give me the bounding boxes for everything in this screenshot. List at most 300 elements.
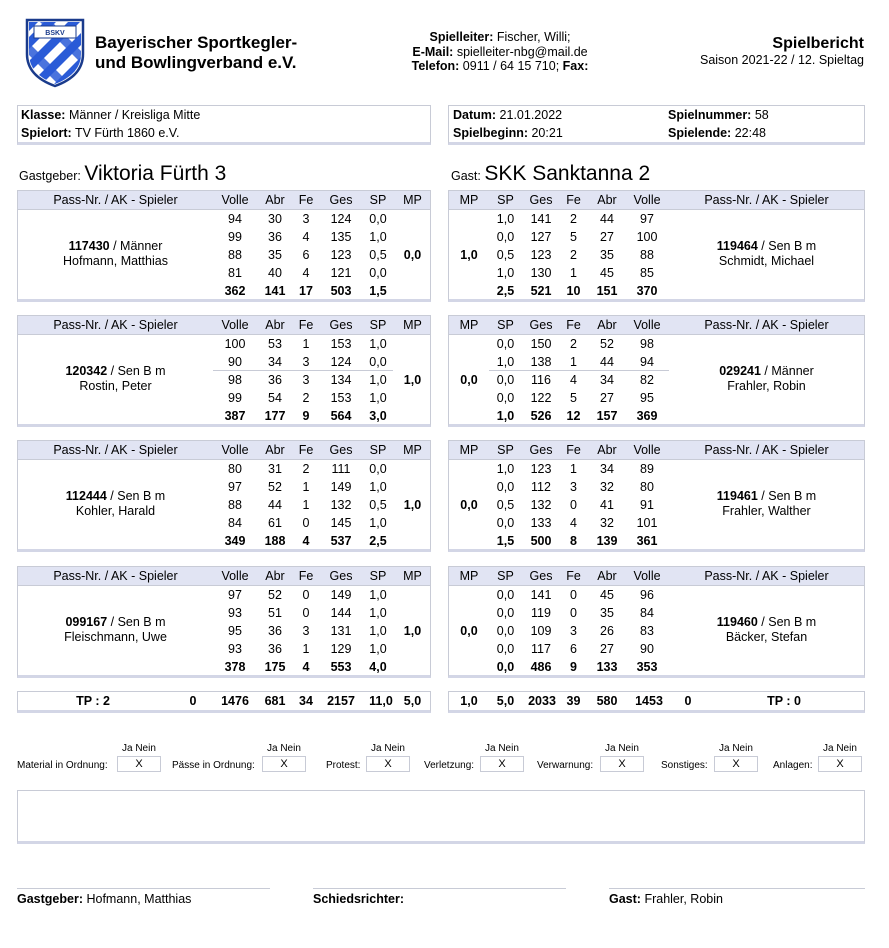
match-points: 0,0 <box>460 373 478 387</box>
player-info <box>667 364 866 394</box>
column-header: Ges <box>329 193 353 207</box>
score-cell: 141 <box>530 588 552 602</box>
score-cell: 84 <box>640 606 654 620</box>
score-cell: 116 <box>531 373 551 387</box>
score-cell: 112 <box>531 480 551 494</box>
total-cell: 139 <box>596 534 618 548</box>
player-info <box>18 239 213 269</box>
column-header: Abr <box>597 193 617 207</box>
player-pass-number: 112444 <box>65 489 107 503</box>
score-cell: 4 <box>570 373 577 387</box>
player-age-class: / Sen B m <box>106 489 166 503</box>
score-cell: 0,0 <box>369 355 387 369</box>
player-pass-line <box>667 615 866 630</box>
player-info <box>18 489 213 519</box>
column-header: Abr <box>265 443 285 457</box>
score-cell: 35 <box>268 248 282 262</box>
score-cell: 122 <box>530 391 552 405</box>
score-cell: 1,0 <box>496 462 515 476</box>
column-header: Fe <box>566 193 581 207</box>
score-cell: 83 <box>640 624 654 638</box>
score-cell: 32 <box>600 480 614 494</box>
score-cell: 36 <box>268 230 282 244</box>
score-cell: 1,0 <box>369 516 387 530</box>
match-points: 0,0 <box>403 248 422 262</box>
score-cell: 0,0 <box>369 462 387 476</box>
check-label: Protest: <box>326 760 361 771</box>
score-cell: 3 <box>302 355 310 369</box>
player-pass-line <box>18 489 213 504</box>
score-cell: 0,5 <box>496 498 515 512</box>
total-cell: 151 <box>596 284 618 298</box>
total-cell: 503 <box>330 284 352 298</box>
score-cell: 117 <box>531 642 551 656</box>
organisation-name: Bayerischer Sportkegler- und Bowlingverband e.V. <box>95 33 298 72</box>
score-cell: 6 <box>302 248 310 262</box>
score-cell: 0,0 <box>369 212 387 226</box>
away-footer-totals <box>448 691 865 713</box>
player-info <box>18 364 213 394</box>
score-cell: 3 <box>302 212 310 226</box>
player-name: Hofmann, Matthias <box>63 254 168 268</box>
score-cell: 2 <box>570 337 577 351</box>
score-cell: 91 <box>640 498 654 512</box>
score-cell: 123 <box>330 248 352 262</box>
total-cell: 4 <box>302 660 310 674</box>
score-cell: 0,0 <box>496 606 515 620</box>
column-header: Abr <box>265 318 285 332</box>
footer-total-cell: 1476 <box>221 694 249 708</box>
score-cell: 141 <box>530 212 552 226</box>
total-cell: 175 <box>264 660 286 674</box>
total-cell: 369 <box>636 409 658 423</box>
check-label: Verwarnung: <box>537 760 594 771</box>
ja-nein-header: Ja Nein <box>823 743 857 754</box>
total-cell: 370 <box>636 284 658 298</box>
home-block-2 <box>17 315 431 427</box>
check-box[interactable]: X <box>818 756 862 772</box>
score-cell: 1,0 <box>369 373 387 387</box>
score-cell: 53 <box>268 337 282 351</box>
score-cell: 130 <box>530 266 552 280</box>
score-cell: 144 <box>330 606 352 620</box>
footer-total-cell: 681 <box>264 694 286 708</box>
score-cell: 111 <box>331 462 351 476</box>
score-cell: 2 <box>570 248 577 262</box>
score-cell: 31 <box>268 462 282 476</box>
score-cell: 1,0 <box>369 337 387 351</box>
contact-info: Spielleiter: Fischer, Willi; E-Mail: spielleiter-nbg@mail.de Telefon: 0911 / 64 15 710; Fax: <box>411 30 589 73</box>
score-cell: 95 <box>640 391 654 405</box>
score-cell: 35 <box>600 248 614 262</box>
score-cell: 1,0 <box>369 588 387 602</box>
column-header: Abr <box>597 443 617 457</box>
score-cell: 80 <box>228 462 242 476</box>
signature-away: Gast: Frahler, Robin <box>609 888 865 912</box>
score-cell: 1,0 <box>496 266 515 280</box>
score-cell: 94 <box>228 212 242 226</box>
footer-total-cell: TP : 0 <box>767 694 801 708</box>
player-info <box>18 615 213 645</box>
score-cell: 88 <box>640 248 654 262</box>
score-cell: 0,5 <box>369 248 387 262</box>
footer-total-cell: 2157 <box>327 694 355 708</box>
score-cell: 27 <box>600 642 614 656</box>
score-cell: 34 <box>600 462 614 476</box>
player-pass-number: 099167 <box>65 615 108 629</box>
column-header: MP <box>403 193 422 207</box>
score-cell: 97 <box>640 212 654 226</box>
total-cell: 1,5 <box>496 534 515 548</box>
score-cell: 0 <box>570 588 577 602</box>
score-cell: 133 <box>530 516 552 530</box>
column-header: Ges <box>329 443 353 457</box>
score-cell: 134 <box>330 373 352 387</box>
score-cell: 0,0 <box>496 391 515 405</box>
score-cell: 34 <box>600 373 614 387</box>
total-cell: 157 <box>596 409 618 423</box>
match-info-left: Klasse: Männer / Kreisliga Mitte Spielort: TV Fürth 1860 e.V. <box>17 105 431 145</box>
column-header: Ges <box>529 193 553 207</box>
check-label: Sonstiges: <box>661 760 708 771</box>
match-points: 1,0 <box>460 248 478 262</box>
player-name: Frahler, Robin <box>727 379 806 393</box>
column-header: SP <box>369 193 387 207</box>
score-cell: 27 <box>600 391 614 405</box>
score-cell: 0,5 <box>496 248 515 262</box>
score-cell: 94 <box>640 355 654 369</box>
total-cell: 537 <box>330 534 352 548</box>
score-cell: 61 <box>268 516 282 530</box>
score-cell: 90 <box>228 355 242 369</box>
score-cell: 0,5 <box>369 498 387 512</box>
score-cell: 0 <box>570 606 577 620</box>
total-cell: 9 <box>570 660 577 674</box>
score-cell: 3 <box>570 480 577 494</box>
score-cell: 0,0 <box>496 373 515 387</box>
player-name: Frahler, Walther <box>722 504 811 518</box>
home-block-1 <box>17 190 431 302</box>
score-cell: 0,0 <box>369 266 387 280</box>
total-cell: 378 <box>224 660 246 674</box>
player-pass-line <box>667 489 866 504</box>
score-cell: 52 <box>600 337 614 351</box>
total-cell: 4 <box>302 534 310 548</box>
score-cell: 2 <box>570 212 577 226</box>
player-pass-line <box>18 239 213 254</box>
score-cell: 129 <box>330 642 352 656</box>
column-header: Fe <box>298 569 314 583</box>
column-header: MP <box>459 443 479 457</box>
total-cell: 12 <box>566 409 581 423</box>
score-cell: 1,0 <box>496 212 515 226</box>
total-cell: 521 <box>530 284 552 298</box>
score-cell: 124 <box>330 212 352 226</box>
column-header: MP <box>403 443 422 457</box>
score-cell: 109 <box>530 624 552 638</box>
score-cell: 100 <box>224 337 246 351</box>
score-cell: 32 <box>600 516 614 530</box>
ja-nein-header: Ja Nein <box>485 743 519 754</box>
score-cell: 88 <box>228 248 242 262</box>
score-cell: 132 <box>330 498 352 512</box>
column-header: SP <box>369 569 387 583</box>
total-cell: 0,0 <box>496 660 515 674</box>
total-cell: 349 <box>224 534 246 548</box>
column-header: Volle <box>633 193 661 207</box>
association-logo-icon <box>24 14 86 88</box>
player-age-class: / Sen B m <box>107 364 166 378</box>
score-cell: 35 <box>600 606 614 620</box>
score-cell: 0 <box>302 516 310 530</box>
total-cell: 4,0 <box>369 660 387 674</box>
ja-nein-header: Ja Nein <box>605 743 639 754</box>
column-header: Pass-Nr. / AK - Spieler <box>53 443 178 457</box>
score-cell: 145 <box>330 516 352 530</box>
score-cell: 1,0 <box>369 642 387 656</box>
player-age-class: / Sen B m <box>107 615 166 629</box>
player-pass-number: 120342 <box>65 364 108 378</box>
score-cell: 121 <box>330 266 352 280</box>
score-cell: 89 <box>640 462 654 476</box>
player-name: Fleischmann, Uwe <box>64 630 167 644</box>
total-cell: 3,0 <box>369 409 387 423</box>
total-cell: 2,5 <box>369 534 387 548</box>
total-cell: 553 <box>330 660 352 674</box>
column-header: Pass-Nr. / AK - Spieler <box>53 569 178 583</box>
player-info <box>667 489 866 519</box>
player-name: Schmidt, Michael <box>718 254 815 268</box>
column-header: Volle <box>221 569 249 583</box>
notes-box[interactable] <box>17 790 865 844</box>
column-header: Pass-Nr. / AK - Spieler <box>704 193 829 207</box>
score-cell: 84 <box>228 516 242 530</box>
total-cell: 1,5 <box>369 284 387 298</box>
score-cell: 123 <box>530 248 552 262</box>
column-header: Pass-Nr. / AK - Spieler <box>704 318 829 332</box>
footer-total-cell: 39 <box>566 694 581 708</box>
player-pass-number: 029241 <box>719 364 761 378</box>
player-pass-line <box>18 615 213 630</box>
check-box[interactable]: X <box>480 756 524 772</box>
match-points: 1,0 <box>403 624 422 638</box>
score-cell: 85 <box>640 266 654 280</box>
score-cell: 93 <box>228 606 242 620</box>
column-header: SP <box>497 569 514 583</box>
score-cell: 0,0 <box>496 516 515 530</box>
player-pass-line <box>667 364 866 379</box>
score-cell: 1 <box>302 498 310 512</box>
score-cell: 36 <box>268 624 282 638</box>
column-header: Fe <box>298 443 314 457</box>
check-box[interactable]: X <box>262 756 306 772</box>
score-cell: 1,0 <box>369 624 387 638</box>
column-header: Abr <box>265 193 285 207</box>
column-header: Abr <box>597 318 617 332</box>
score-cell: 127 <box>530 230 552 244</box>
column-header: Abr <box>597 569 617 583</box>
total-cell: 387 <box>224 409 246 423</box>
score-cell: 135 <box>330 230 352 244</box>
score-cell: 3 <box>302 624 310 638</box>
score-cell: 0,0 <box>496 642 515 656</box>
score-cell: 0,0 <box>496 480 515 494</box>
check-label: Anlagen: <box>773 760 813 771</box>
score-cell: 3 <box>570 624 577 638</box>
away-block-1 <box>448 190 865 302</box>
column-header: Volle <box>633 569 661 583</box>
score-cell: 5 <box>570 230 577 244</box>
total-cell: 141 <box>264 284 286 298</box>
check-box[interactable]: X <box>366 756 410 772</box>
score-cell: 150 <box>530 337 552 351</box>
score-cell: 149 <box>330 480 352 494</box>
home-block-4 <box>17 566 431 678</box>
column-header: Pass-Nr. / AK - Spieler <box>53 318 178 332</box>
score-cell: 95 <box>228 624 242 638</box>
score-cell: 45 <box>600 266 614 280</box>
score-cell: 0,0 <box>496 230 515 244</box>
score-cell: 0,0 <box>496 588 515 602</box>
score-cell: 45 <box>600 588 614 602</box>
total-cell: 486 <box>530 660 552 674</box>
match-points: 0,0 <box>460 624 478 638</box>
player-pass-line <box>18 364 213 379</box>
score-cell: 124 <box>330 355 352 369</box>
score-cell: 44 <box>600 355 614 369</box>
column-header: Fe <box>566 443 581 457</box>
column-header: MP <box>459 193 479 207</box>
score-cell: 149 <box>330 588 352 602</box>
total-cell: 353 <box>636 660 658 674</box>
score-cell: 99 <box>228 230 242 244</box>
total-cell: 177 <box>264 409 286 423</box>
home-footer-totals <box>17 691 431 713</box>
column-header: Volle <box>221 443 249 457</box>
score-cell: 2 <box>302 391 310 405</box>
score-cell: 123 <box>530 462 552 476</box>
ja-nein-header: Ja Nein <box>267 743 301 754</box>
footer-total-cell: TP : 2 <box>76 694 110 708</box>
score-cell: 4 <box>570 516 577 530</box>
score-cell: 0,0 <box>496 624 515 638</box>
footer-total-cell: 34 <box>299 694 313 708</box>
score-cell: 1 <box>302 480 310 494</box>
away-block-2 <box>448 315 865 427</box>
player-name: Bäcker, Stefan <box>725 630 808 644</box>
player-pass-number: 119460 <box>716 615 758 629</box>
column-header: Ges <box>329 318 353 332</box>
score-cell: 44 <box>268 498 282 512</box>
score-cell: 153 <box>330 337 352 351</box>
column-header: Ges <box>529 318 553 332</box>
score-cell: 54 <box>268 391 282 405</box>
score-cell: 138 <box>530 355 552 369</box>
footer-total-cell: 5,0 <box>403 694 422 708</box>
score-cell: 1 <box>570 266 577 280</box>
email-link[interactable]: spielleiter-nbg@mail.de <box>456 44 588 59</box>
check-label: Verletzung: <box>424 760 475 771</box>
ja-nein-header: Ja Nein <box>371 743 405 754</box>
player-name: Kohler, Harald <box>75 504 156 518</box>
score-cell: 40 <box>268 266 282 280</box>
player-pass-number: 117430 <box>68 239 110 253</box>
footer-total-cell: 0 <box>684 694 692 708</box>
score-cell: 1 <box>570 462 577 476</box>
score-cell: 80 <box>640 480 654 494</box>
score-cell: 27 <box>600 230 614 244</box>
row-divider <box>213 370 393 371</box>
footer-total-cell: 11,0 <box>369 694 393 708</box>
player-pass-number: 119464 <box>716 239 758 253</box>
away-block-3 <box>448 440 865 552</box>
score-cell: 98 <box>640 337 654 351</box>
player-age-class: / Sen B m <box>757 615 817 629</box>
score-cell: 3 <box>302 373 310 387</box>
score-cell: 0,0 <box>496 337 515 351</box>
score-cell: 81 <box>228 266 242 280</box>
player-age-class: / Sen B m <box>757 239 817 253</box>
score-cell: 5 <box>570 391 577 405</box>
column-header: MP <box>403 318 422 332</box>
ja-nein-header: Ja Nein <box>719 743 753 754</box>
column-header: Volle <box>221 193 249 207</box>
player-age-class: / Männer <box>760 364 814 378</box>
column-header: Pass-Nr. / AK - Spieler <box>704 443 829 457</box>
score-cell: 99 <box>228 391 242 405</box>
home-team: Gastgeber: Viktoria Fürth 3 <box>19 162 227 185</box>
ja-nein-header: Ja Nein <box>122 743 156 754</box>
total-cell: 17 <box>299 284 313 298</box>
score-cell: 100 <box>636 230 658 244</box>
report-title: Spielbericht Saison 2021-22 / 12. Spieltag <box>699 35 864 67</box>
total-cell: 133 <box>596 660 618 674</box>
column-header: Fe <box>298 193 314 207</box>
column-header: SP <box>369 443 387 457</box>
score-cell: 36 <box>268 642 282 656</box>
player-pass-number: 119461 <box>716 489 758 503</box>
footer-total-cell: 2033 <box>528 694 556 708</box>
column-header: Pass-Nr. / AK - Spieler <box>704 569 829 583</box>
total-cell: 526 <box>530 409 552 423</box>
column-header: MP <box>403 569 422 583</box>
score-cell: 1 <box>302 337 310 351</box>
away-block-4 <box>448 566 865 678</box>
total-cell: 8 <box>570 534 577 548</box>
score-cell: 41 <box>600 498 614 512</box>
check-box[interactable]: X <box>714 756 758 772</box>
score-cell: 101 <box>636 516 658 530</box>
score-cell: 52 <box>268 480 282 494</box>
row-divider <box>489 370 669 371</box>
footer-total-cell: 1,0 <box>460 694 478 708</box>
column-header: SP <box>497 443 514 457</box>
away-team: Gast: SKK Sanktanna 2 <box>451 162 651 185</box>
check-box[interactable]: X <box>117 756 161 772</box>
check-label: Pässe in Ordnung: <box>172 760 255 771</box>
score-cell: 0 <box>302 588 310 602</box>
score-cell: 97 <box>228 588 242 602</box>
column-header: Fe <box>566 569 581 583</box>
check-box[interactable]: X <box>600 756 644 772</box>
column-header: Fe <box>566 318 581 332</box>
player-name: Rostin, Peter <box>79 379 152 393</box>
home-block-3 <box>17 440 431 552</box>
total-cell: 500 <box>530 534 552 548</box>
total-cell: 361 <box>636 534 658 548</box>
match-info-right: Datum: 21.01.2022 Spielnummer: 58 Spielbeginn: 20:21 Spielende: 22:48 <box>448 105 865 145</box>
score-cell: 36 <box>268 373 282 387</box>
